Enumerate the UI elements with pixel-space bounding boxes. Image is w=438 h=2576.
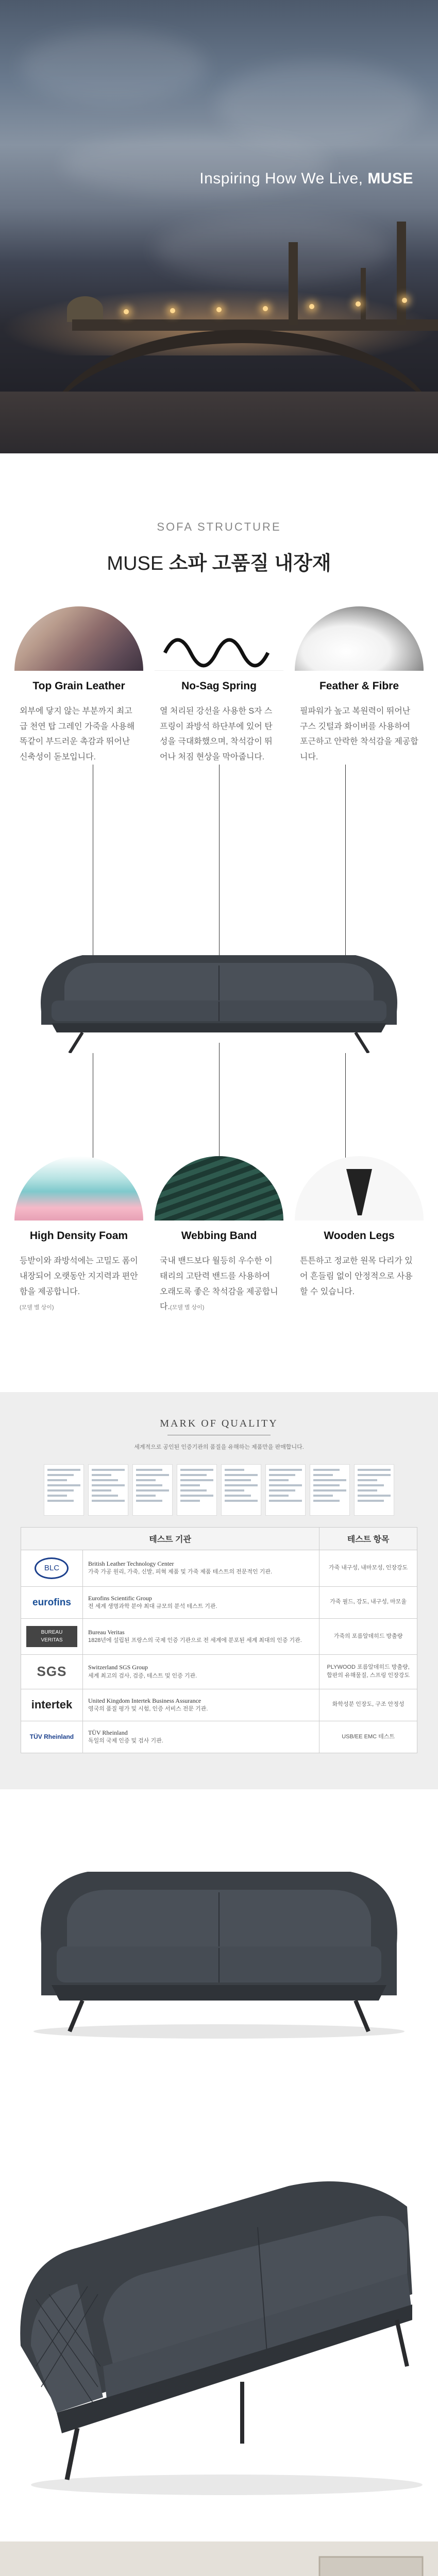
test-items: 가죽 내구성, 내마모성, 인장강도 <box>319 1550 417 1586</box>
org-name: United Kingdom Intertek Business Assurance <box>88 1697 201 1704</box>
feature-desc: 열 처리된 강선을 사용한 S자 스프링이 좌방석 하단부에 있어 탄성을 극대화했으며, 착석감이 뛰어나 처짐 현상을 막아줍니다. <box>160 707 273 761</box>
feather-image <box>295 606 424 671</box>
feature-name: Wooden Legs <box>324 1230 395 1242</box>
feature-feather-fibre <box>295 606 424 765</box>
sgs-logo: SGS <box>37 1664 67 1680</box>
feature-no-sag-spring <box>155 606 283 765</box>
sofa-front-image <box>0 1789 438 2078</box>
table-row <box>21 1586 417 1618</box>
feature-top-grain-leather <box>14 606 143 765</box>
th-org: 테스트 기관 <box>21 1527 319 1550</box>
feature-note: (모델 별 상이) <box>170 1304 205 1311</box>
th-items: 테스트 항목 <box>319 1527 417 1550</box>
test-items: 화학성분 인장도, 구조 안정성 <box>319 1689 417 1721</box>
certificate-doc <box>354 1464 394 1516</box>
sofa-structure-section <box>0 453 438 1315</box>
certificate-images <box>0 1464 438 1516</box>
org-name: TÜV Rheinland <box>88 1729 128 1737</box>
feature-desc: 필파워가 높고 복원력이 뛰어난 구스 깃털과 화이버를 사용하여 포근하고 안락한 착석감을 제공합니다. <box>300 707 418 761</box>
table-row <box>21 1721 417 1753</box>
test-items: PLYWOOD 포름알데히드 방출량, 합판의 유해물질, 스프링 인장강도 <box>319 1655 417 1689</box>
test-items: 가죽 필드, 강도, 내구성, 마모율 <box>319 1586 417 1618</box>
eurofins-logo: eurofins <box>32 1597 71 1608</box>
section-label: SOFA STRUCTURE <box>157 520 281 533</box>
table-row <box>21 1655 417 1689</box>
certificate-doc <box>265 1464 306 1516</box>
test-items: 가죽의 포름알데히드 방출량 <box>319 1619 417 1655</box>
product-room-view <box>0 2541 438 2576</box>
river <box>0 392 438 453</box>
sofa-room-image <box>0 2541 438 2576</box>
bridge-deck <box>72 319 438 331</box>
table-row <box>21 1689 417 1721</box>
spring-image <box>155 606 283 671</box>
quality-table <box>21 1527 417 1754</box>
org-name: Eurofins Scientific Group <box>88 1594 152 1602</box>
org-desc: 1828년에 설립된 프랑스의 국제 인증 기관으로 전 세계에 분포된 세계 최대의 인증 기관. <box>88 1637 302 1644</box>
org-desc: 세계 최고의 검사, 검증, 테스트 및 인증 기관. <box>88 1672 197 1679</box>
title-rest: 소파 고품질 내장재 <box>163 553 331 574</box>
intertek-logo: intertek <box>31 1698 73 1711</box>
certificate-doc <box>88 1464 128 1516</box>
section-title <box>0 547 438 575</box>
test-items: USB/EE EMC 테스트 <box>319 1721 417 1753</box>
mark-of-quality-section <box>0 1392 438 1790</box>
feature-desc: 국내 밴드보다 월등히 우수한 이태리의 고탄력 밴드를 사용하여 오래도록 좋은 착석감을 제공합니다.(모델 별 상이) <box>160 1257 278 1312</box>
org-desc: 영국의 품질 평가 및 시험, 인증 서비스 전문 기관. <box>88 1706 208 1713</box>
certificate-doc <box>44 1464 84 1516</box>
org-desc: 가죽 가공 원리, 가죽, 신발, 피혁 제품 및 가죽 제품 테스트의 전문적인 기관. <box>88 1569 273 1575</box>
product-front-view <box>0 1789 438 2078</box>
feature-desc: 튼튼하고 정교한 원목 다리가 있어 흔들림 없이 안정적으로 사용할 수 있습니다. <box>300 1257 413 1296</box>
feature-desc: 외부에 닿지 않는 부분까지 최고급 천연 탑 그레인 가죽을 사용해 똑같이 부드러운 촉감과 뛰어난 신축성이 돋보입니다. <box>20 707 135 761</box>
feature-name: Webbing Band <box>181 1230 257 1242</box>
certificate-doc <box>132 1464 173 1516</box>
feature-note: (모델 별 상이) <box>20 1304 54 1311</box>
org-desc: 전 세계 생명과학 분야 최대 규모의 분석 테스트 기관. <box>88 1603 217 1610</box>
title-brand: MUSE <box>107 553 164 574</box>
tuv-logo: TÜV Rheinland <box>29 1733 74 1740</box>
hero-brand: MUSE <box>367 170 413 187</box>
org-name: Switzerland SGS Group <box>88 1664 148 1671</box>
legs-image <box>295 1156 424 1221</box>
quality-subtitle: 세계적으로 공인된 인증기관의 품질을 유해하는 제품만을 판매합니다. <box>134 1444 304 1450</box>
certificate-doc <box>221 1464 261 1516</box>
feature-name: Feather & Fibre <box>319 680 399 692</box>
feature-name: No-Sag Spring <box>181 680 257 692</box>
bureau-veritas-logo: BUREAU VERITAS <box>26 1626 77 1647</box>
org-desc: 독일의 국제 인증 및 검사 기관. <box>88 1738 163 1744</box>
table-row <box>21 1619 417 1655</box>
top-features <box>0 575 438 765</box>
dome-silhouette <box>67 296 103 322</box>
hero-banner <box>0 0 438 453</box>
leather-swatch-image <box>14 606 143 671</box>
org-name: Bureau Veritas <box>88 1628 125 1636</box>
blc-logo: BLC <box>35 1557 69 1579</box>
feature-desc: 등받이와 좌방석에는 고밀도 폼이 내장되어 오랫동안 지지력과 편안함을 제공합니다. (모델 별 상이) <box>20 1257 138 1311</box>
org-name: British Leather Technology Center <box>88 1560 174 1568</box>
feature-name: Top Grain Leather <box>32 680 125 692</box>
feature-name: High Density Foam <box>29 1230 128 1242</box>
table-row <box>21 1550 417 1586</box>
product-angled-view <box>0 2078 438 2541</box>
quality-title: MARK OF QUALITY <box>160 1417 278 1429</box>
sofa-angled-image <box>0 2078 438 2541</box>
certificate-doc <box>177 1464 217 1516</box>
sofa-structure-image <box>21 935 417 1053</box>
certificate-doc <box>310 1464 350 1516</box>
hero-caption: Inspiring How We Live, MUSE <box>199 170 413 187</box>
